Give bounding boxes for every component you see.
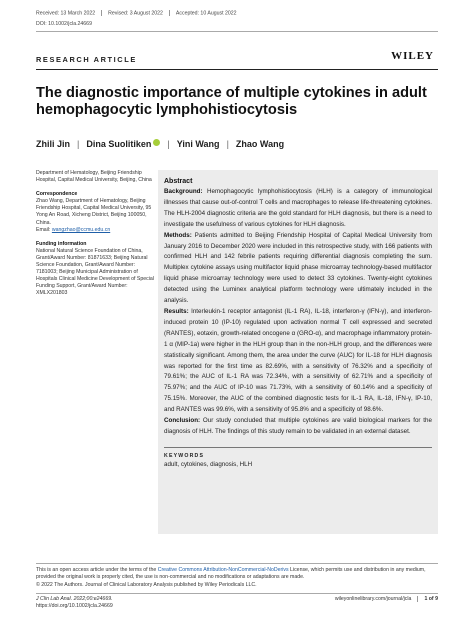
author[interactable]: Yini Wang [176, 139, 220, 149]
footer-divider [36, 593, 438, 594]
page-number: 1 of 9 [417, 596, 438, 602]
sidebar [36, 170, 154, 305]
methods-text: Patients admitted to Beijing Friendship Hospital of Capital Medical University from January 2016 to December 2020 were included in this retrospective study, with 166 patients with confirmed HLH and 142 febrile patients requiring differential diagnosis completing the sum. Multiplex cytokine assays using multifactor liquid phase microarray technology-based multifactor liquid phase microarray technology were used to detect 33 cytokines. Twenty-eight cytokines detected using the Luminex analytical platform technology were ultimately included in the analysis. [164, 231, 432, 305]
revised-date: Revised: 3 August 2022 [108, 10, 163, 17]
accepted-date: Accepted: 10 August 2022 [175, 10, 237, 17]
author-separator: | [77, 139, 80, 149]
author[interactable]: Zhao Wang [235, 139, 285, 149]
keywords-divider [164, 447, 432, 448]
email-link[interactable]: wangzhao@ccmu.edu.cn [51, 226, 111, 233]
correspondence [36, 191, 154, 234]
author[interactable]: Zhili Jin [36, 139, 71, 149]
license-notice [36, 563, 438, 589]
author[interactable]: Dina Suolitiken [86, 139, 152, 149]
publisher-logo[interactable]: WILEY [391, 50, 434, 62]
header-divider [36, 31, 438, 32]
funding [36, 241, 154, 298]
email-label: Email: [36, 226, 51, 233]
abstract-heading: Abstract [164, 178, 193, 185]
citation: J Clin Lab Anal. 2022;00:e24669. [36, 596, 113, 602]
background-label: Background: [164, 188, 203, 195]
abstract-methods [164, 231, 432, 307]
keywords: adult, cytokines, diagnosis, HLH [164, 460, 253, 468]
correspondence-heading: Correspondence [36, 191, 78, 198]
orcid-icon[interactable] [153, 139, 160, 146]
author-list [36, 139, 284, 149]
abstract-conclusion [164, 416, 432, 438]
conclusion-label: Conclusion: [164, 417, 201, 425]
section-label: RESEARCH ARTICLE [36, 55, 137, 64]
journal-url[interactable]: wileyonlinelibrary.com/journal/jcla [334, 596, 412, 602]
copyright: © 2022 The Authors. Journal of Clinical Laboratory Analysis published by Wiley Periodicals LLC. [36, 581, 257, 588]
article-title: The diagnostic importance of multiple cytokines in adult hemophagocytic lymphohistiocytosis [36, 85, 427, 118]
methods-label: Methods: [164, 231, 192, 239]
divider [101, 10, 102, 16]
license-text: This is an open access article under the terms of the [36, 567, 157, 573]
results-text: Interleukin-1 receptor antagonist (IL-1 RA), IL-18, interferon-γ (IFN-γ), and interferon-induced protein 10 (IP-10) regulated upon activation normal T cell expressed and secreted (RANTES), eotaxin, growth-related oncogene α (GRO-α), and macrophage inflammatory protein-1 α (MIP-1a) were higher in the HLH group than in the non-HLH group, and the differences were statistically significant. Among them, the area under the curve (AUC) for IL-18 for HLH diagnosis was reported for the first time as 82.69%, with a sensitivity of 76.32% and a specificity of 79.61%; the AUC of IL-1 RA was 72.34%, with a sensitivity of 62.71% and a specificity of 75.97%; and the AUC of IP-10 was 71.73%, with a sensitivity of 60.14% and a specificity of 75.15%. Moreover, the AUC of the combined diagnostic tests for IL-1 RA, IL-18, IFN-γ, IP-10, and RANTES was 99.6%, with a sensitivity of 95.8% and a specificity of 98.6%. [164, 307, 432, 414]
funding-text: National Natural Science Foundation of China, Grant/Award Number: 81871633; Beijing Natural Science Foundation, Grant/Award Number: 7181003; Beijing Municipal Administration of Hospitals Clinical Medicine Development of Special Funding Support, Grant/Award Number: XMLX201803 [36, 247, 154, 297]
author-separator: | [226, 139, 229, 149]
license-link[interactable]: Creative Commons Attribution-NonCommercial-NoDerivs [157, 567, 289, 573]
results-label: Results: [164, 307, 189, 315]
correspondence-text: Zhao Wang, Department of Hematology, Beijing Friendship Hospital, Capital Medical University, 95 Yong An Road, Xicheng District, Beijing 100050, China. [36, 198, 152, 226]
article-dates [36, 10, 237, 16]
keywords-heading: KEYWORDS [164, 452, 205, 459]
background-text: Hemophagocytic lymphohistiocytosis (HLH) is a category of immunological illnesses that cause out-of-control T cells and macrophages to release life-threatening cytokines. The HLH-2004 diagnostic criteria are the gold standard for HLH diagnosis, but there is a need to investigate the usefulness of various cytokines for HLH diagnosis. [164, 188, 432, 228]
footer-right [335, 596, 438, 602]
affiliation: Department of Hematology, Beijing Friendship Hospital, Capital Medical University, Beijing, China [36, 170, 152, 184]
abstract-results [164, 307, 432, 416]
license-text-after: License, which permits use and distribution in any medium, provided the original work is properly cited, the use is non-commercial and no modifications or adaptations are made. [36, 567, 426, 581]
received-date: Received: 13 March 2022 [36, 10, 96, 17]
footer-citation [36, 596, 113, 611]
doi-url[interactable]: https://doi.org/10.1002/jcla.24669 [36, 603, 113, 610]
doi[interactable]: DOI: 10.1002/jcla.24669 [36, 21, 92, 27]
conclusion-text: Our study concluded that multiple cytokines are valid biological markers for the diagnosis of HLH. The findings of this study remain to be validated in an external dataset. [164, 417, 432, 435]
abstract-box [158, 170, 438, 534]
abstract-background [164, 187, 432, 231]
funding-heading: Funding information [36, 240, 87, 247]
email-line [36, 227, 154, 234]
title-divider [36, 69, 438, 70]
author-separator: | [167, 139, 170, 149]
divider [169, 10, 170, 16]
